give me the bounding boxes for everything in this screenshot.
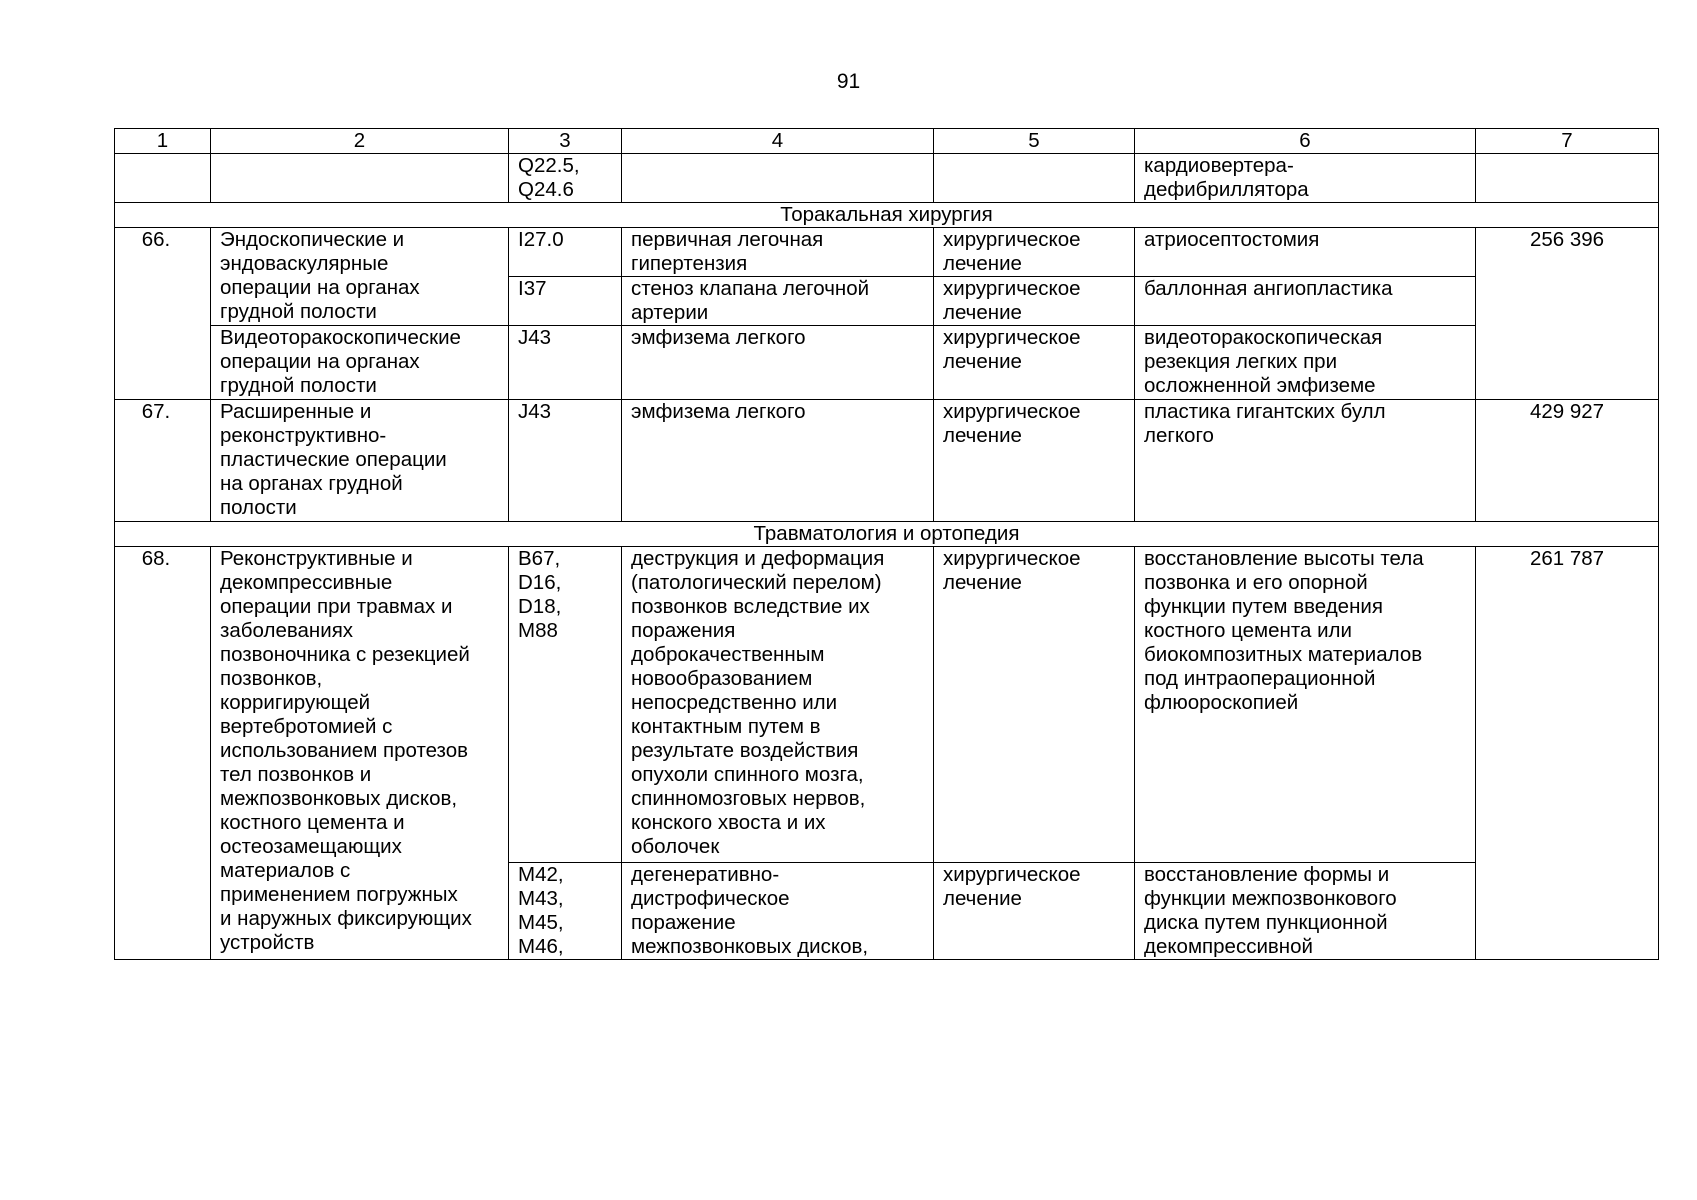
table-row <box>115 547 1659 863</box>
header-cell: 1 <box>115 129 211 154</box>
header-cell: 4 <box>622 129 934 154</box>
cell-empty <box>211 154 509 203</box>
cell-codes: J43 <box>509 400 622 522</box>
cell-procedure-type: Реконструктивные и декомпрессивные операции при травмах и заболеваниях позвоночника с резекцией позвонков, корригирующей вертебротомией с использованием протезов тел позвонков и межпозвонковых дисков, костного цемента и остеозамещающих материалов с применением погружных и наружных фиксирующих устройств <box>211 547 509 960</box>
header-cell: 3 <box>509 129 622 154</box>
cell-method: восстановление формы и функции межпозвонкового диска путем пункционной декомпрессивной <box>1135 863 1476 960</box>
cell-treatment: хирургическое лечение <box>934 547 1135 863</box>
cell-price: 429 927 <box>1476 400 1659 522</box>
table-row <box>115 400 1659 522</box>
cell-procedure-type: Видеоторакоскопические операции на органах грудной полости <box>211 326 509 400</box>
cell-codes: J43 <box>509 326 622 400</box>
cell-method: атриосептостомия <box>1135 228 1476 277</box>
page-number: 91 <box>836 70 861 93</box>
section-row <box>115 522 1659 547</box>
cell-model: деструкция и деформация (патологический перелом) позвонков вследствие их поражения доброкачественным новообразованием непосредственно или контактным путем в результате воздействия опухоли спинного мозга, спинномозговых нервов, конского хвоста и их оболочек <box>622 547 934 863</box>
cell-empty <box>1476 154 1659 203</box>
procedures-table <box>114 128 1659 960</box>
cell-procedure-type: Расширенные и реконструктивно- пластические операции на органах грудной полости <box>211 400 509 522</box>
table-row <box>115 154 1659 203</box>
cell-method: баллонная ангиопластика <box>1135 277 1476 326</box>
header-cell: 6 <box>1135 129 1476 154</box>
table-row <box>115 228 1659 277</box>
cell-treatment: хирургическое лечение <box>934 326 1135 400</box>
cell-procedure-type: Эндоскопические и эндоваскулярные операции на органах грудной полости <box>211 228 509 326</box>
cell-model: первичная легочная гипертензия <box>622 228 934 277</box>
cell-codes: M42, M43, M45, M46, <box>509 863 622 960</box>
cell-number: 68. <box>115 547 211 960</box>
cell-empty <box>934 154 1135 203</box>
cell-method: пластика гигантских булл легкого <box>1135 400 1476 522</box>
cell-treatment: хирургическое лечение <box>934 277 1135 326</box>
cell-codes: Q22.5, Q24.6 <box>509 154 622 203</box>
section-title: Травматология и ортопедия <box>115 522 1659 547</box>
section-title: Торакальная хирургия <box>115 203 1659 228</box>
cell-method: видеоторакоскопическая резекция легких при осложненной эмфиземе <box>1135 326 1476 400</box>
cell-model: эмфизема легкого <box>622 400 934 522</box>
cell-treatment: хирургическое лечение <box>934 863 1135 960</box>
cell-model: стеноз клапана легочной артерии <box>622 277 934 326</box>
header-cell: 2 <box>211 129 509 154</box>
cell-codes: B67, D16, D18, M88 <box>509 547 622 863</box>
table-row <box>115 326 1659 400</box>
cell-codes: I37 <box>509 277 622 326</box>
cell-codes: I27.0 <box>509 228 622 277</box>
cell-treatment: хирургическое лечение <box>934 228 1135 277</box>
cell-empty <box>622 154 934 203</box>
header-cell: 7 <box>1476 129 1659 154</box>
cell-model: эмфизема легкого <box>622 326 934 400</box>
cell-empty <box>115 154 211 203</box>
cell-price: 256 396 <box>1476 228 1659 400</box>
cell-method: восстановление высоты тела позвонка и его опорной функции путем введения костного цемента или биокомпозитных материалов под интраоперационной флюороскопией <box>1135 547 1476 863</box>
section-row <box>115 203 1659 228</box>
cell-number: 67. <box>115 400 211 522</box>
header-row <box>115 129 1659 154</box>
cell-number: 66. <box>115 228 211 400</box>
cell-model: дегенеративно- дистрофическое поражение межпозвонковых дисков, <box>622 863 934 960</box>
cell-method: кардиовертера- дефибриллятора <box>1135 154 1476 203</box>
cell-treatment: хирургическое лечение <box>934 400 1135 522</box>
cell-price: 261 787 <box>1476 547 1659 960</box>
header-cell: 5 <box>934 129 1135 154</box>
